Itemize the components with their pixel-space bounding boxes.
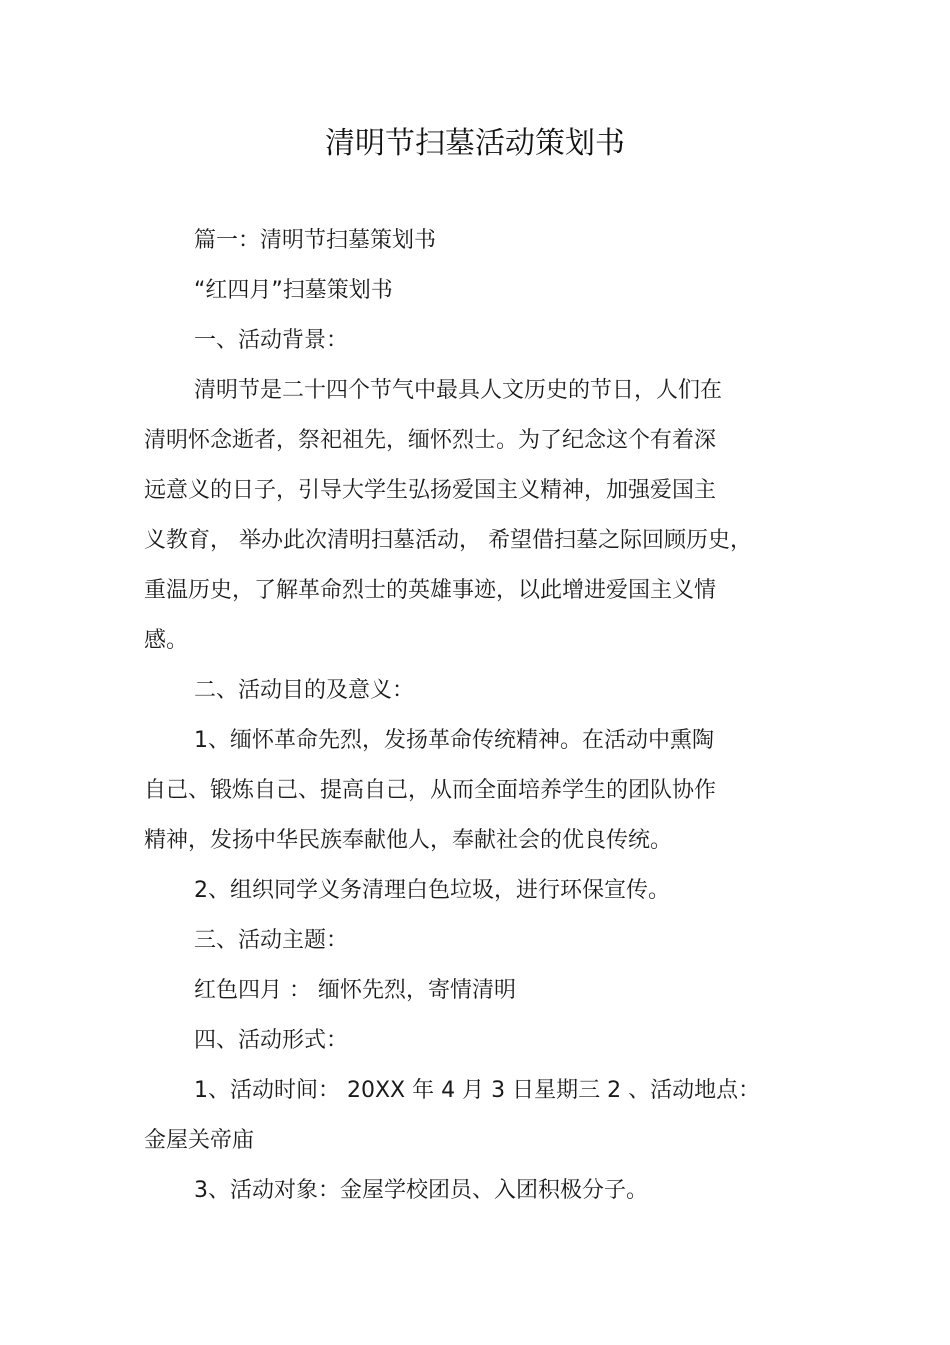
paragraph-line: 自己、锻炼自己、提高自己，从而全面培养学生的团队协作 — [144, 778, 717, 803]
section-heading-4: 四、活动形式： — [194, 1028, 349, 1053]
subtitle: “红四月”扫墓策划书 — [194, 278, 393, 303]
paragraph-line: 1、活动时间： 20XX 年 4 月 3 日星期三 2 、活动地点： — [194, 1078, 761, 1103]
paragraph-line: 红色四月 ： 缅怀先烈，寄情清明 — [194, 978, 516, 1003]
paragraph-line: 金屋关帝庙 — [144, 1128, 255, 1153]
paragraph-line: 1、缅怀革命先烈，发扬革命传统精神。在活动中熏陶 — [194, 728, 714, 753]
paragraph-line: 重温历史，了解革命烈士的英雄事迹，以此增进爱国主义情 — [144, 578, 717, 603]
paragraph-line: 2、组织同学义务清理白色垃圾，进行环保宣传。 — [194, 878, 670, 903]
document-title: 清明节扫墓活动策划书 — [325, 126, 625, 161]
section-heading-1: 一、活动背景： — [194, 328, 349, 353]
paragraph-line: 3、活动对象：金屋学校团员、入团积极分子。 — [194, 1178, 648, 1203]
paragraph-line: 精神，发扬中华民族奉献他人，奉献社会的优良传统。 — [144, 828, 673, 853]
paragraph-line: 清明怀念逝者，祭祀祖先，缅怀烈士。为了纪念这个有着深 — [144, 428, 717, 453]
paragraph-line: 远意义的日子，引导大学生弘扬爱国主义精神，加强爱国主 — [144, 478, 717, 503]
paragraph-line: 清明节是二十四个节气中最具人文历史的节日，人们在 — [194, 378, 723, 403]
paragraph-line: 义教育， 举办此次清明扫墓活动， 希望借扫墓之际回顾历史， — [144, 528, 752, 553]
heading-part-one: 篇一：清明节扫墓策划书 — [194, 228, 437, 253]
paragraph-line: 感。 — [144, 628, 189, 653]
section-heading-2: 二、活动目的及意义： — [194, 678, 415, 703]
section-heading-3: 三、活动主题： — [194, 928, 349, 953]
